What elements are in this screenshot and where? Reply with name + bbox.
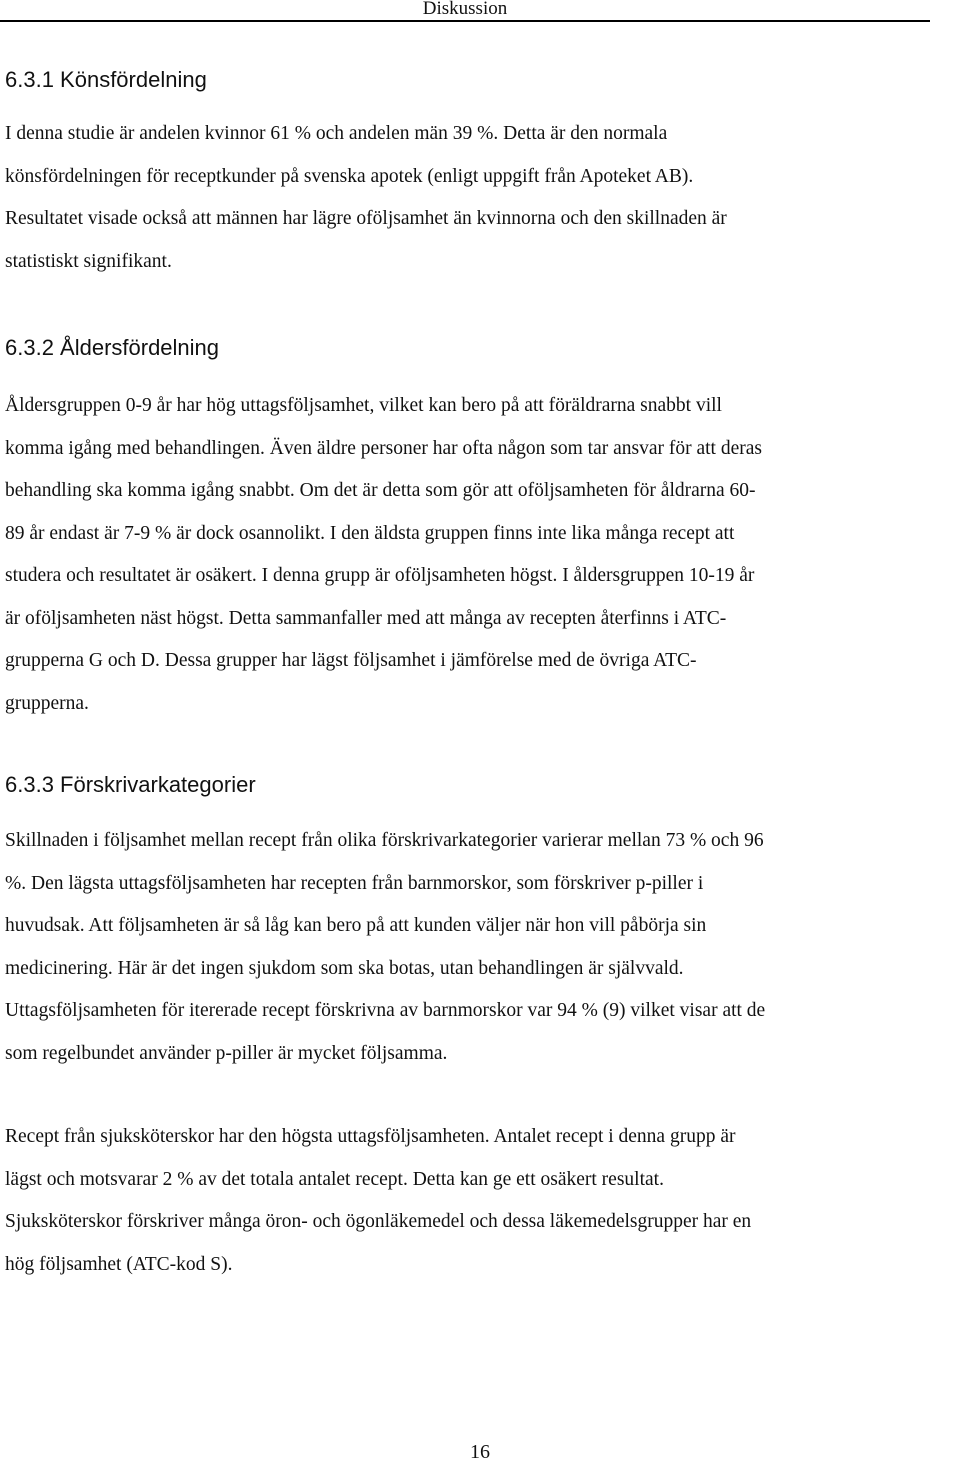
- page-number: 16: [470, 1441, 490, 1463]
- section-heading-konsfordelning: 6.3.1 Könsfördelning: [5, 67, 207, 92]
- text-line: medicinering. Här är det ingen sjukdom som ska botas, utan behandlingen är självvald.: [5, 957, 684, 979]
- text-line: är oföljsamheten näst högst. Detta sammanfaller med att många av recepten återfinns i ATC-: [5, 607, 727, 629]
- text-line: grupperna G och D. Dessa grupper har lägst följsamhet i jämförelse med de övriga ATC-: [5, 650, 697, 671]
- paragraph-forskrivarkategorier-1: [5, 820, 960, 1075]
- text-line: %. Den lägsta uttagsföljsamheten har recepten från barnmorskor, som förskriver p-piller i: [5, 872, 704, 894]
- text-line: studera och resultatet är osäkert. I denna grupp är oföljsamheten högst. I åldersgruppen 10-19 år: [5, 565, 755, 586]
- text-line: hög följsamhet (ATC-kod S).: [5, 1253, 233, 1275]
- text-line: huvudsak. Att följsamheten är så låg kan bero på att kunden väljer när hon vill påbörja sin: [5, 915, 707, 936]
- text-line: komma igång med behandlingen. Även äldre personer har ofta någon som tar ansvar för att deras: [5, 437, 762, 459]
- text-line: lägst och motsvarar 2 % av det totala antalet recept. Detta kan ge ett osäkert resultat.: [5, 1168, 664, 1190]
- text-line: könsfördelningen för receptkunder på svenska apotek (enligt uppgift från Apoteket AB).: [5, 165, 694, 187]
- text-line: behandling ska komma igång snabbt. Om det är detta som gör att oföljsamheten för åldrarna 60-: [5, 480, 756, 501]
- text-line: statistiskt signifikant.: [5, 250, 172, 272]
- running-header: [0, 0, 930, 22]
- paragraph-forskrivarkategorier-2: [5, 1116, 960, 1286]
- section-heading-aldersfordelning: 6.3.2 Åldersfördelning: [5, 335, 220, 360]
- text-line: Resultatet visade också att männen har lägre oföljsamhet än kvinnorna och den skillnaden är: [5, 208, 727, 229]
- text-line: grupperna.: [5, 692, 89, 714]
- paragraph-konsfordelning: [5, 113, 960, 283]
- text-line: I denna studie är andelen kvinnor 61 % och andelen män 39 %. Detta är den normala: [5, 123, 668, 144]
- text-line: Skillnaden i följsamhet mellan recept från olika förskrivarkategorier varierar mellan 73 % och 96: [5, 830, 764, 851]
- text-line: Recept från sjuksköterskor har den högsta uttagsföljsamheten. Antalet recept i denna grupp är: [5, 1126, 736, 1147]
- running-header-title: Diskussion: [422, 0, 508, 19]
- text-line: som regelbundet använder p-piller är mycket följsamma.: [5, 1042, 448, 1064]
- section-heading-forskrivarkategorier: 6.3.3 Förskrivarkategorier: [5, 772, 256, 797]
- text-line: 89 år endast är 7-9 % är dock osannolikt. I den äldsta gruppen finns inte lika många recept att: [5, 522, 735, 544]
- text-line: Sjuksköterskor förskriver många öron- och ögonläkemedel och dessa läkemedelsgrupper har en: [5, 1211, 752, 1232]
- text-line: Uttagsföljsamheten för itererade recept förskrivna av barnmorskor var 94 % (9) vilket visar att de: [5, 1000, 766, 1021]
- paragraph-aldersfordelning: [5, 385, 960, 725]
- text-line: Åldersgruppen 0-9 år har hög uttagsföljsamhet, vilket kan bero på att föräldrarna snabbt vill: [5, 395, 722, 416]
